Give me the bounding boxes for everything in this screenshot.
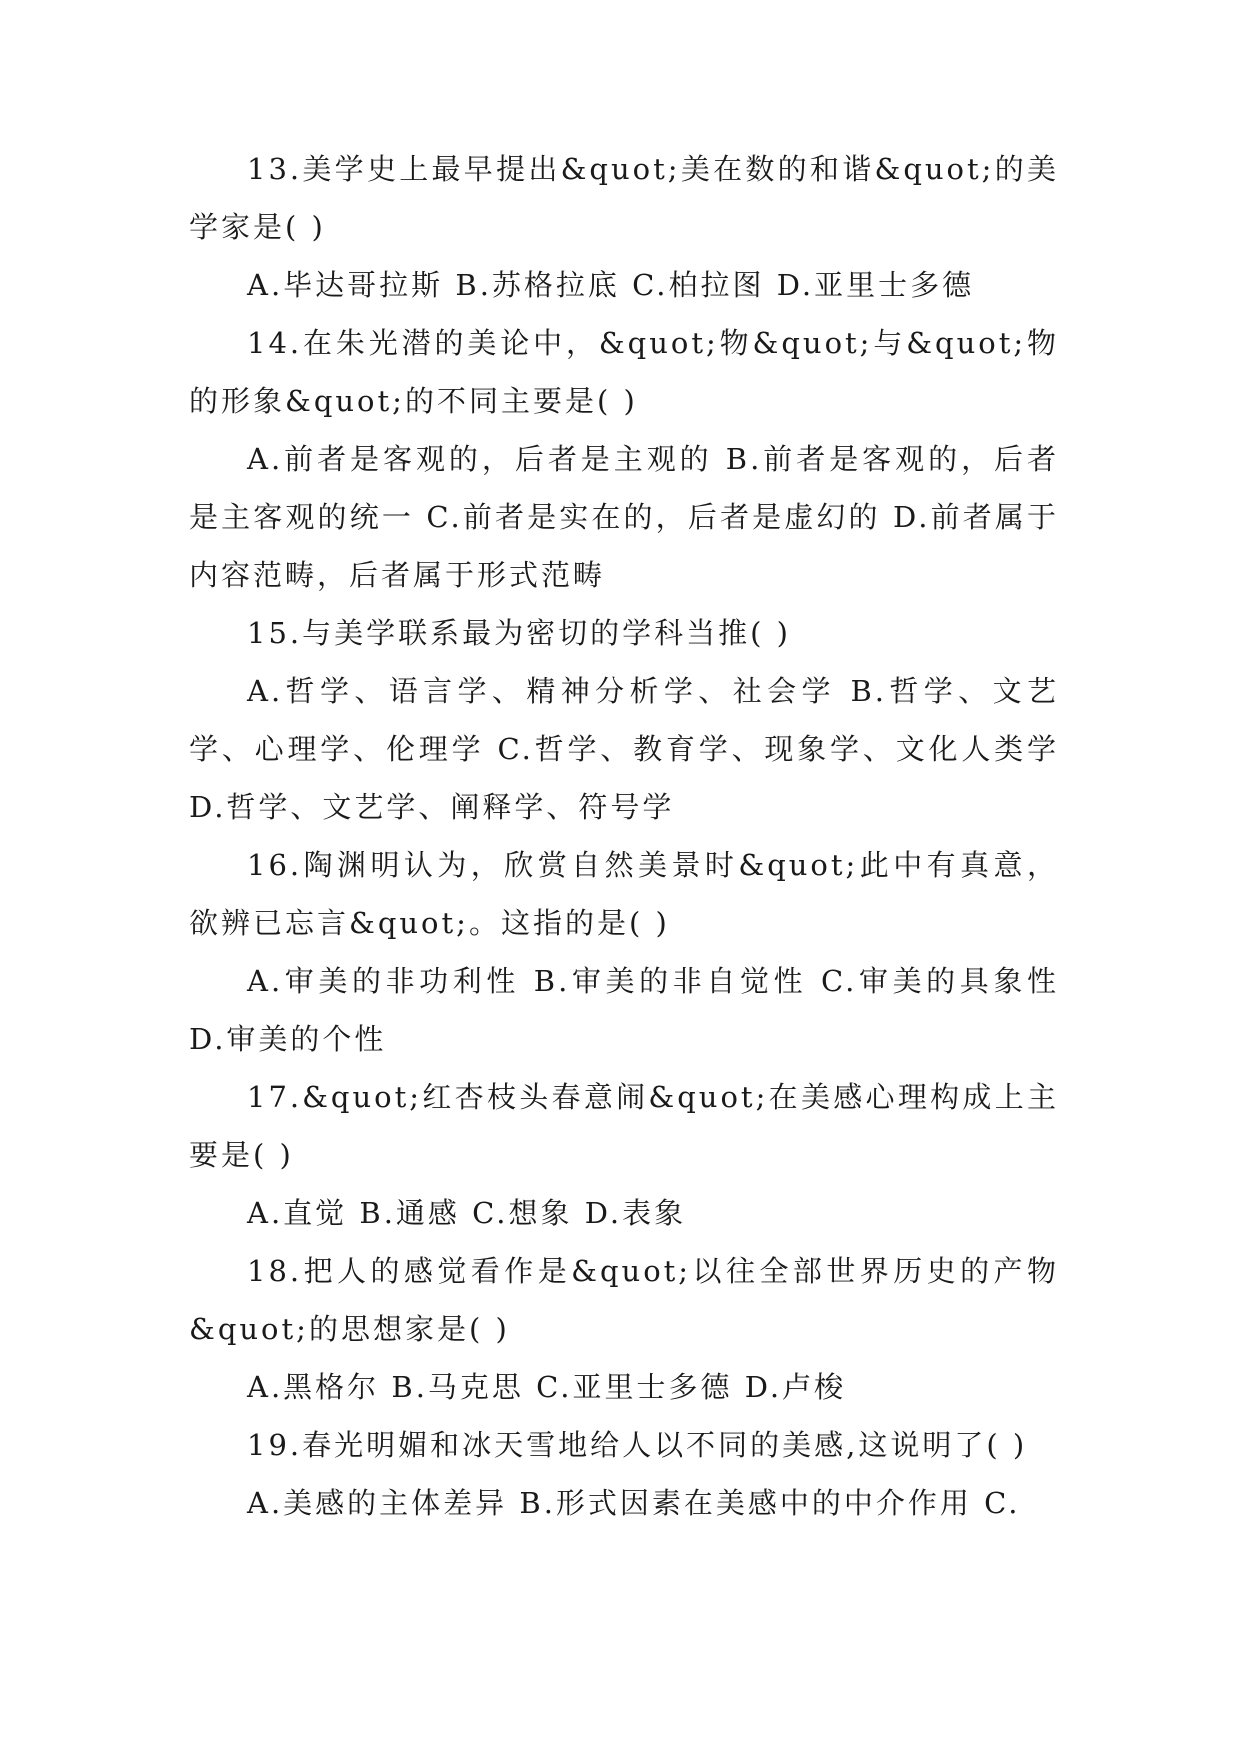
- question-19-stem: 19.春光明媚和冰天雪地给人以不同的美感,这说明了( ): [247, 1428, 1028, 1462]
- question-17-options: A.直觉 B.通感 C.想象 D.表象: [247, 1196, 687, 1230]
- question-15-options: A.哲学、语言学、精神分析学、社会学 B.哲学、文艺学、心理学、伦理学 C.哲学、教育学、现象学、文化人类学 D.哲学、文艺学、阐释学、符号学: [189, 674, 1059, 824]
- question-15-stem: 15.与美学联系最为密切的学科当推( ): [247, 616, 791, 650]
- question-13-options: A.毕达哥拉斯 B.苏格拉底 C.柏拉图 D.亚里士多德: [247, 268, 975, 302]
- question-16-options: A.审美的非功利性 B.审美的非自觉性 C.审美的具象性 D.审美的个性: [189, 964, 1059, 1056]
- question-14-stem: 14.在朱光潜的美论中，&quot;物&quot;与&quot;物的形象&quot;的不同主要是( ): [189, 326, 1059, 418]
- question-18-stem: 18.把人的感觉看作是&quot;以往全部世界历史的产物&quot;的思想家是( ): [189, 1254, 1059, 1346]
- question-18-options: A.黑格尔 B.马克思 C.亚里士多德 D.卢梭: [247, 1370, 847, 1404]
- question-14-options: A.前者是客观的，后者是主观的 B.前者是客观的，后者是主客观的统一 C.前者是实在的，后者是虚幻的 D.前者属于内容范畴，后者属于形式范畴: [189, 442, 1059, 592]
- question-16-stem: 16.陶渊明认为，欣赏自然美景时&quot;此中有真意，欲辨已忘言&quot;。这指的是( ): [189, 848, 1059, 940]
- question-13-stem: 13.美学史上最早提出&quot;美在数的和谐&quot;的美学家是( ): [189, 152, 1059, 244]
- question-17-stem: 17.&quot;红杏枝头春意闹&quot;在美感心理构成上主要是( ): [189, 1080, 1059, 1172]
- document-page: [189, 140, 1059, 1532]
- question-19-options: A.美感的主体差异 B.形式因素在美感中的中介作用 C.: [247, 1486, 1021, 1520]
